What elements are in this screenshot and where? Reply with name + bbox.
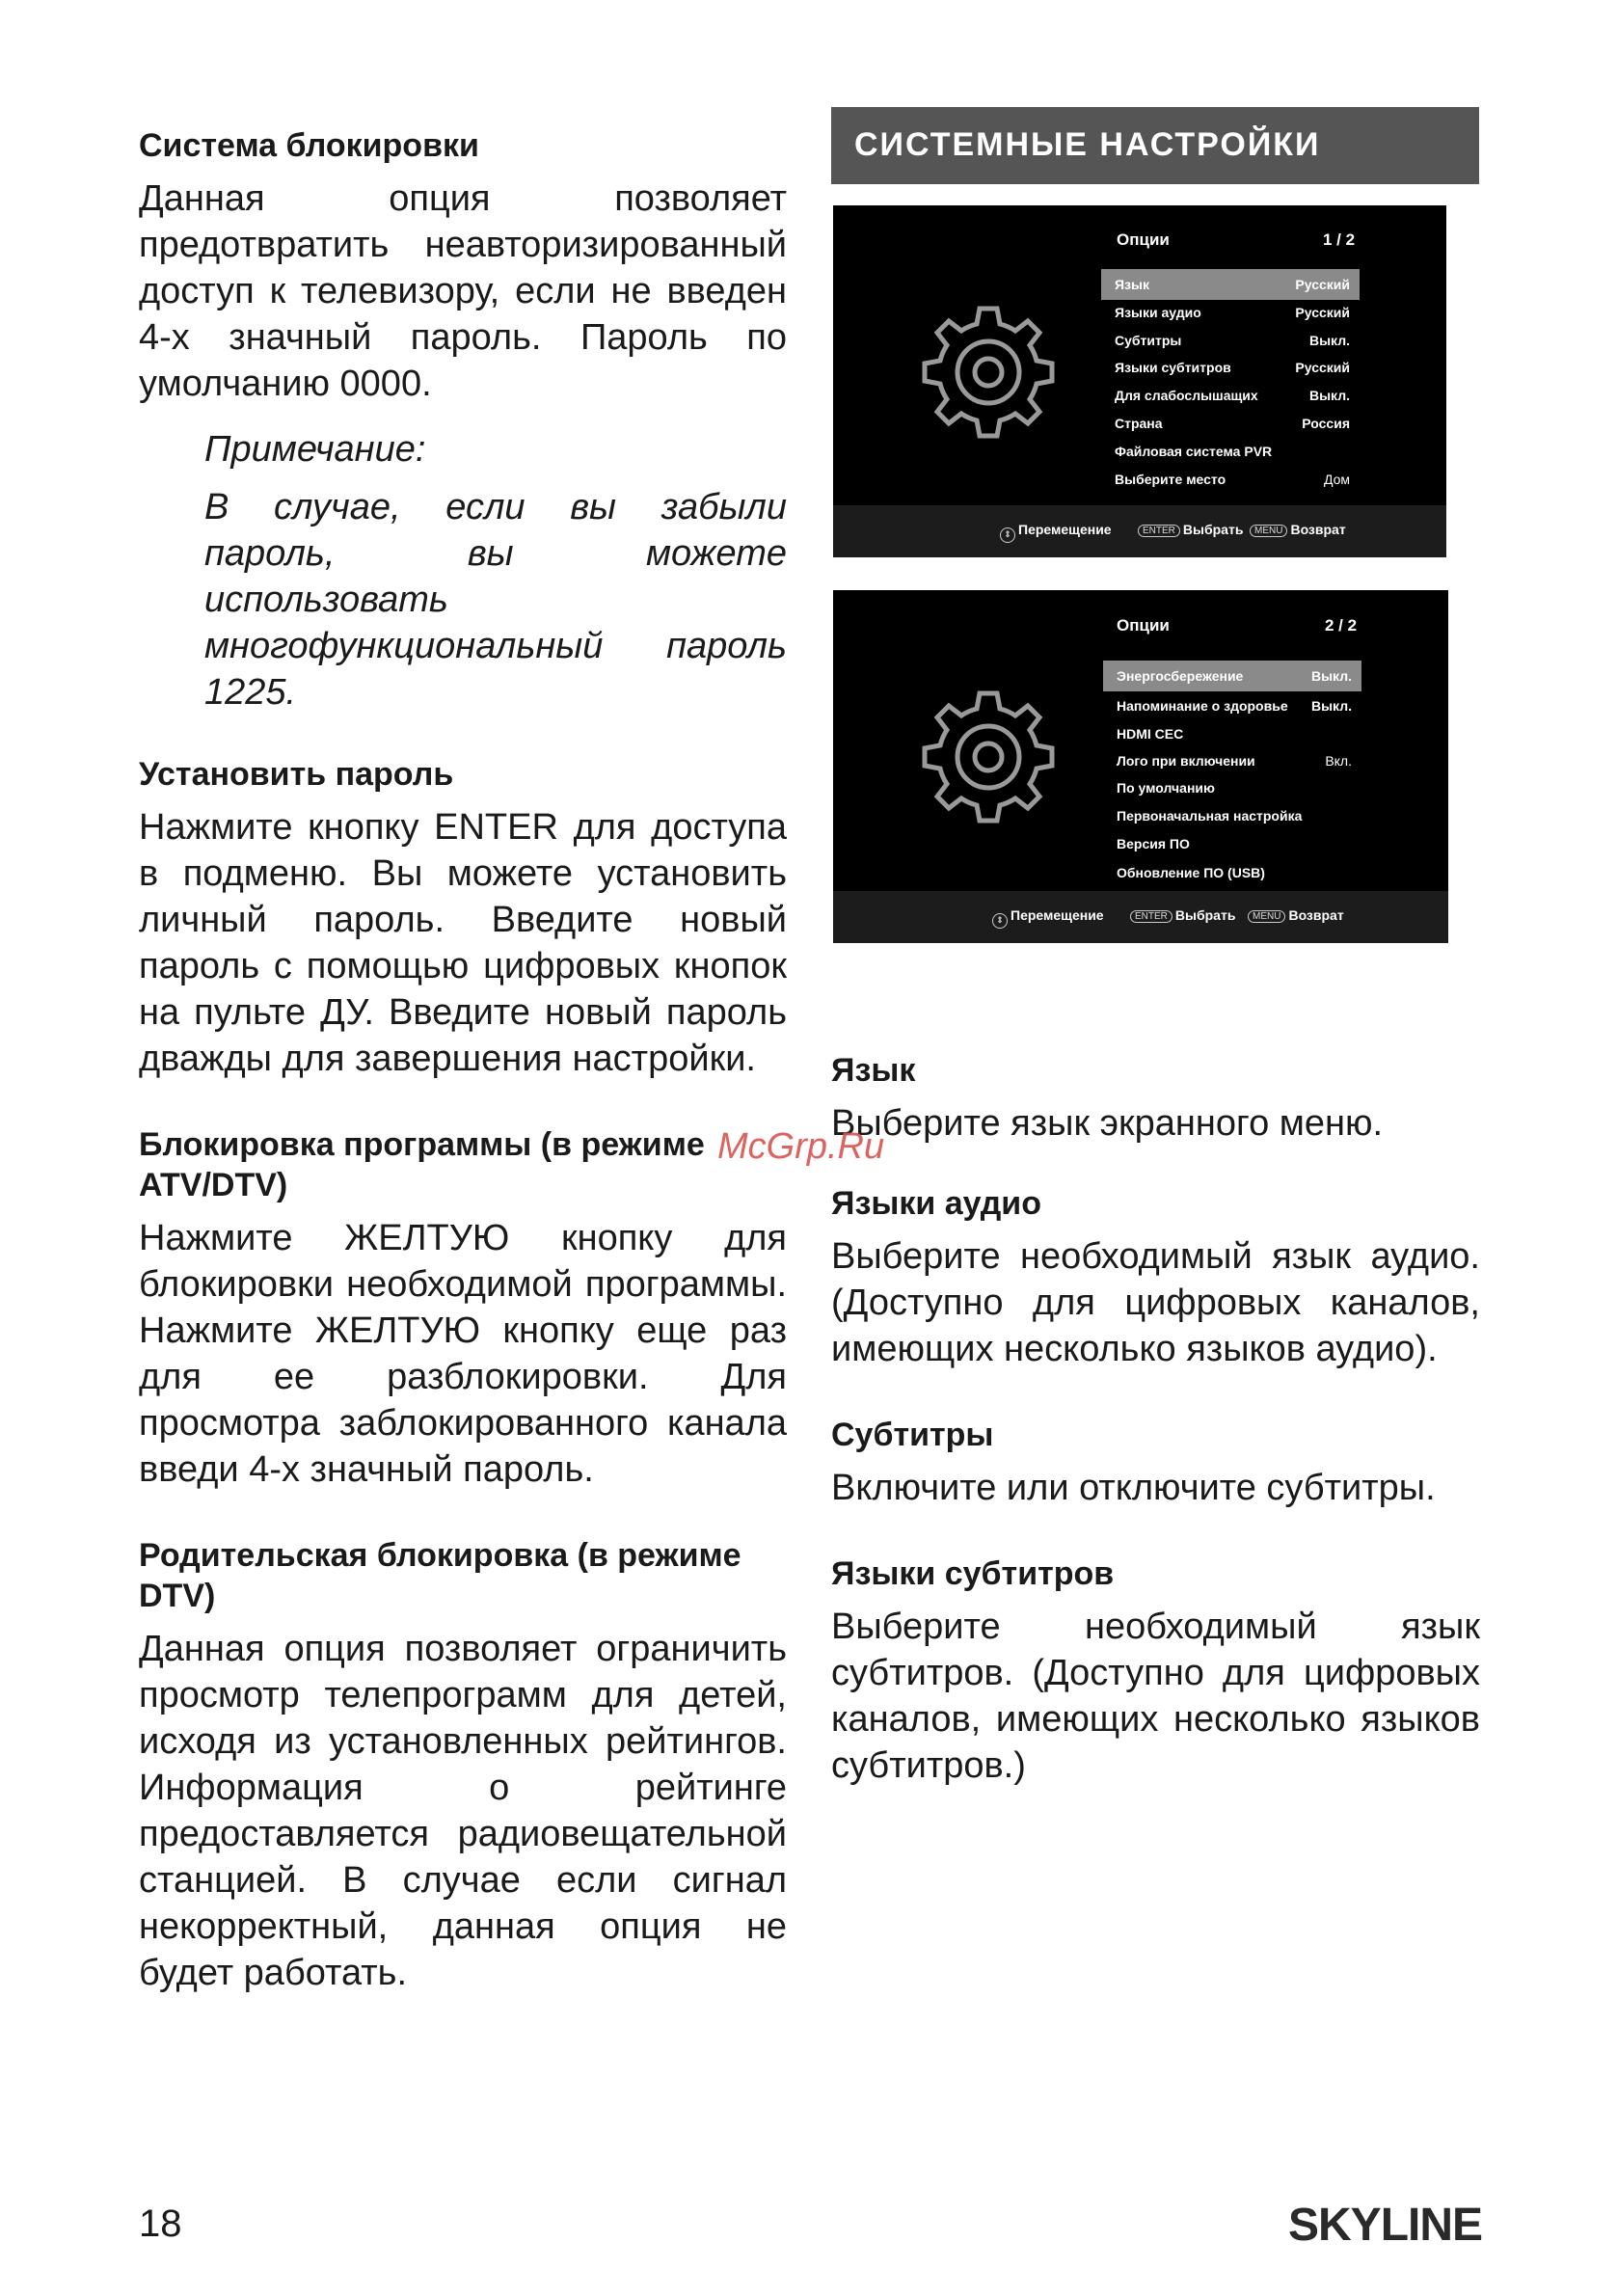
audio-languages-text: Выберите необходимый язык аудио. (Доступно для цифровых каналов, имеющих несколько языков аудио).	[831, 1236, 1480, 1369]
program-lock-text: Нажмите ЖЕЛТУЮ кнопку для блокировки необходимой программы. Нажмите ЖЕЛТУЮ кнопку еще раз для ее разблокировки. Для просмотра заблокированного канала введи 4-х значный пароль.	[139, 1218, 787, 1490]
watermark: McGrp.Ru	[717, 1126, 885, 1167]
menu-item-initial-setup[interactable]: Первоначальная настройка	[1117, 808, 1303, 824]
menu-footer	[833, 505, 1446, 557]
section-banner	[831, 107, 1479, 184]
menu-list	[1103, 661, 1361, 907]
menu-list	[1101, 269, 1360, 516]
subtitle-languages-text: Выберите необходимый язык субтитров. (Доступно для цифровых каналов, имеющих несколько языков субтитров.)	[831, 1607, 1480, 1786]
footer-back: MENU Возврат	[1250, 522, 1346, 537]
note-title: Примечание:	[204, 429, 426, 470]
footer-select: ENTER Выбрать	[1138, 522, 1243, 537]
menu-item-default[interactable]: По умолчанию	[1117, 780, 1215, 796]
menu-item-location[interactable]: Выберите место Дом	[1115, 472, 1350, 487]
menu-title: Опции	[1117, 616, 1170, 635]
enter-key-icon: ENTER	[1130, 910, 1172, 923]
footer-move: ⇕ Перемещение	[1000, 522, 1112, 543]
left-column	[139, 125, 787, 1996]
right-column	[831, 1050, 1480, 1789]
enter-key-icon: ENTER	[1138, 525, 1180, 537]
menu-item-pvr-filesystem[interactable]: Файловая система PVR	[1115, 444, 1273, 459]
nav-arrows-icon: ⇕	[992, 913, 1008, 929]
menu-item-hdmi-cec[interactable]: HDMI CEC	[1117, 726, 1184, 742]
subtitles-text: Включите или отключите субтитры.	[831, 1468, 1436, 1508]
menu-item-hearing-impaired[interactable]: Для слабослышащих Выкл.	[1115, 388, 1350, 403]
set-password-text: Нажмите кнопку ENTER для доступа в подменю. Вы можете установить личный пароль. Введите новый пароль с помощью цифровых кнопок на пульте ДУ. Введите новый пароль дважды для завершения настройки.	[139, 807, 787, 1079]
tv-options-screen-1	[833, 205, 1446, 557]
menu-item-boot-logo[interactable]: Лого при включении Вкл.	[1117, 753, 1352, 769]
language-text: Выберите язык экранного меню.	[831, 1103, 1384, 1144]
menu-item-audio-languages[interactable]: Языки аудио Русский	[1115, 305, 1350, 320]
menu-item-subtitle-languages[interactable]: Языки субтитров Русский	[1115, 360, 1350, 375]
menu-item-energy-saving[interactable]: Энергосбережение Выкл.	[1103, 661, 1361, 691]
menu-item-subtitles[interactable]: Субтитры Выкл.	[1115, 333, 1350, 348]
footer-select: ENTER Выбрать	[1130, 907, 1235, 923]
menu-item-language[interactable]: Язык Русский	[1101, 269, 1360, 300]
parental-lock-heading: Родительская блокировка (в режиме DTV)	[139, 1537, 741, 1614]
gear-icon	[918, 687, 1059, 827]
section-banner-title: СИСТЕМНЫЕ НАСТРОЙКИ	[854, 126, 1321, 163]
page-number: 18	[139, 2202, 182, 2245]
menu-item-software-update[interactable]: Обновление ПО (USB)	[1117, 865, 1265, 880]
menu-key-icon: MENU	[1248, 910, 1285, 923]
nav-arrows-icon: ⇕	[1000, 527, 1015, 543]
brand-logo: SKYLINE	[1288, 2200, 1483, 2251]
gear-icon	[918, 302, 1059, 443]
program-lock-heading: Блокировка программы (в режиме ATV/DTV)	[139, 1126, 705, 1203]
menu-title: Опции	[1117, 230, 1170, 249]
menu-page-indicator: 1 / 2	[1323, 230, 1356, 249]
footer-back: MENU Возврат	[1248, 907, 1344, 923]
lock-system-text: Данная опция позволяет предотвратить неавторизированный доступ к телевизору, если не введен 4-х значный пароль. Пароль по умолчанию 0000.	[139, 178, 787, 404]
subtitles-heading: Субтитры	[831, 1417, 994, 1453]
lock-system-heading: Система блокировки	[139, 127, 479, 164]
footer-move: ⇕ Перемещение	[992, 907, 1104, 929]
note-text: В случае, если вы забыли пароль, вы можете использовать многофункциональный пароль 1225.	[204, 487, 787, 713]
menu-item-health-reminder[interactable]: Напоминание о здоровье Выкл.	[1117, 698, 1352, 714]
audio-languages-heading: Языки аудио	[831, 1185, 1041, 1222]
tv-options-screen-2	[833, 590, 1448, 943]
menu-key-icon: MENU	[1250, 525, 1287, 537]
language-heading: Язык	[831, 1052, 916, 1089]
menu-item-country[interactable]: Страна Россия	[1115, 416, 1350, 431]
menu-footer	[833, 891, 1448, 943]
parental-lock-text: Данная опция позволяет ограничить просмотр телепрограмм для детей, исходя из установленных рейтингов. Информация о рейтинге предоставляется радиовещательной станцией. В случае если сигнал некорректный, данная опция не будет работать.	[139, 1629, 787, 1993]
set-password-heading: Установить пароль	[139, 756, 454, 793]
menu-item-software-version[interactable]: Версия ПО	[1117, 836, 1190, 851]
note-block	[204, 426, 787, 716]
subtitle-languages-heading: Языки субтитров	[831, 1555, 1115, 1592]
menu-page-indicator: 2 / 2	[1325, 616, 1358, 635]
